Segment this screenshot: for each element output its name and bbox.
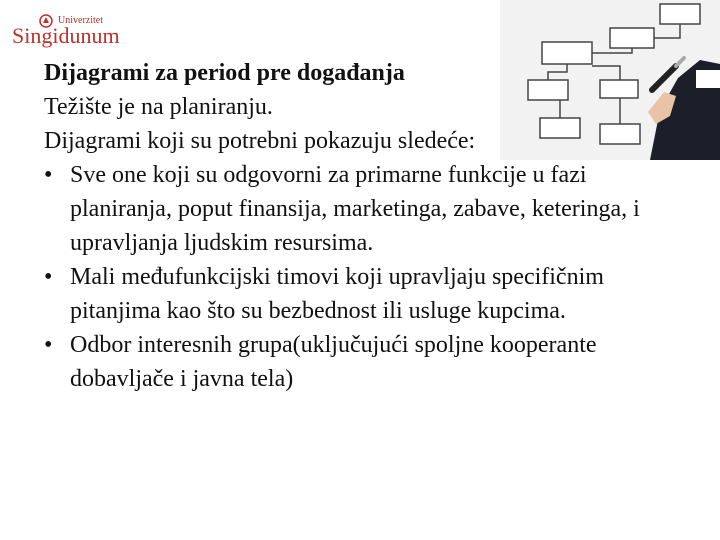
bullet-dot-icon: • (44, 332, 53, 358)
logo-main-word: Singidunum (12, 23, 120, 48)
bullet-list (44, 158, 694, 396)
intro-line-1: Težište je na planiranju. (44, 94, 273, 120)
bullet-item (44, 260, 694, 328)
bullet-item (44, 158, 694, 260)
logo-top-word: Univerzitet (58, 15, 103, 26)
slide-content (44, 56, 694, 396)
bullet-dot-icon: • (44, 162, 53, 188)
bullet-text: Odbor interesnih grupa(uključujući spoljne kooperante dobavljače i javna tela) (70, 332, 597, 392)
bullet-item (44, 328, 694, 396)
singidunum-logo-icon (12, 8, 142, 48)
bullet-text: Mali međufunkcijski timovi koji upravljaju specifičnim pitanjima kao što su bezbednost ili usluge kupcima. (70, 264, 604, 324)
bullet-text: Sve one koji su odgovorni za primarne funkcije u fazi planiranja, poput finansija, marketinga, zabave, keteringa, i upravljanja ljudskim resursima. (70, 162, 640, 256)
intro-line-2: Dijagrami koji su potrebni pokazuju sledeće: (44, 128, 476, 154)
bullet-dot-icon: • (44, 264, 53, 290)
slide-title: Dijagrami za period pre događanja (44, 60, 405, 86)
university-logo (12, 8, 142, 48)
